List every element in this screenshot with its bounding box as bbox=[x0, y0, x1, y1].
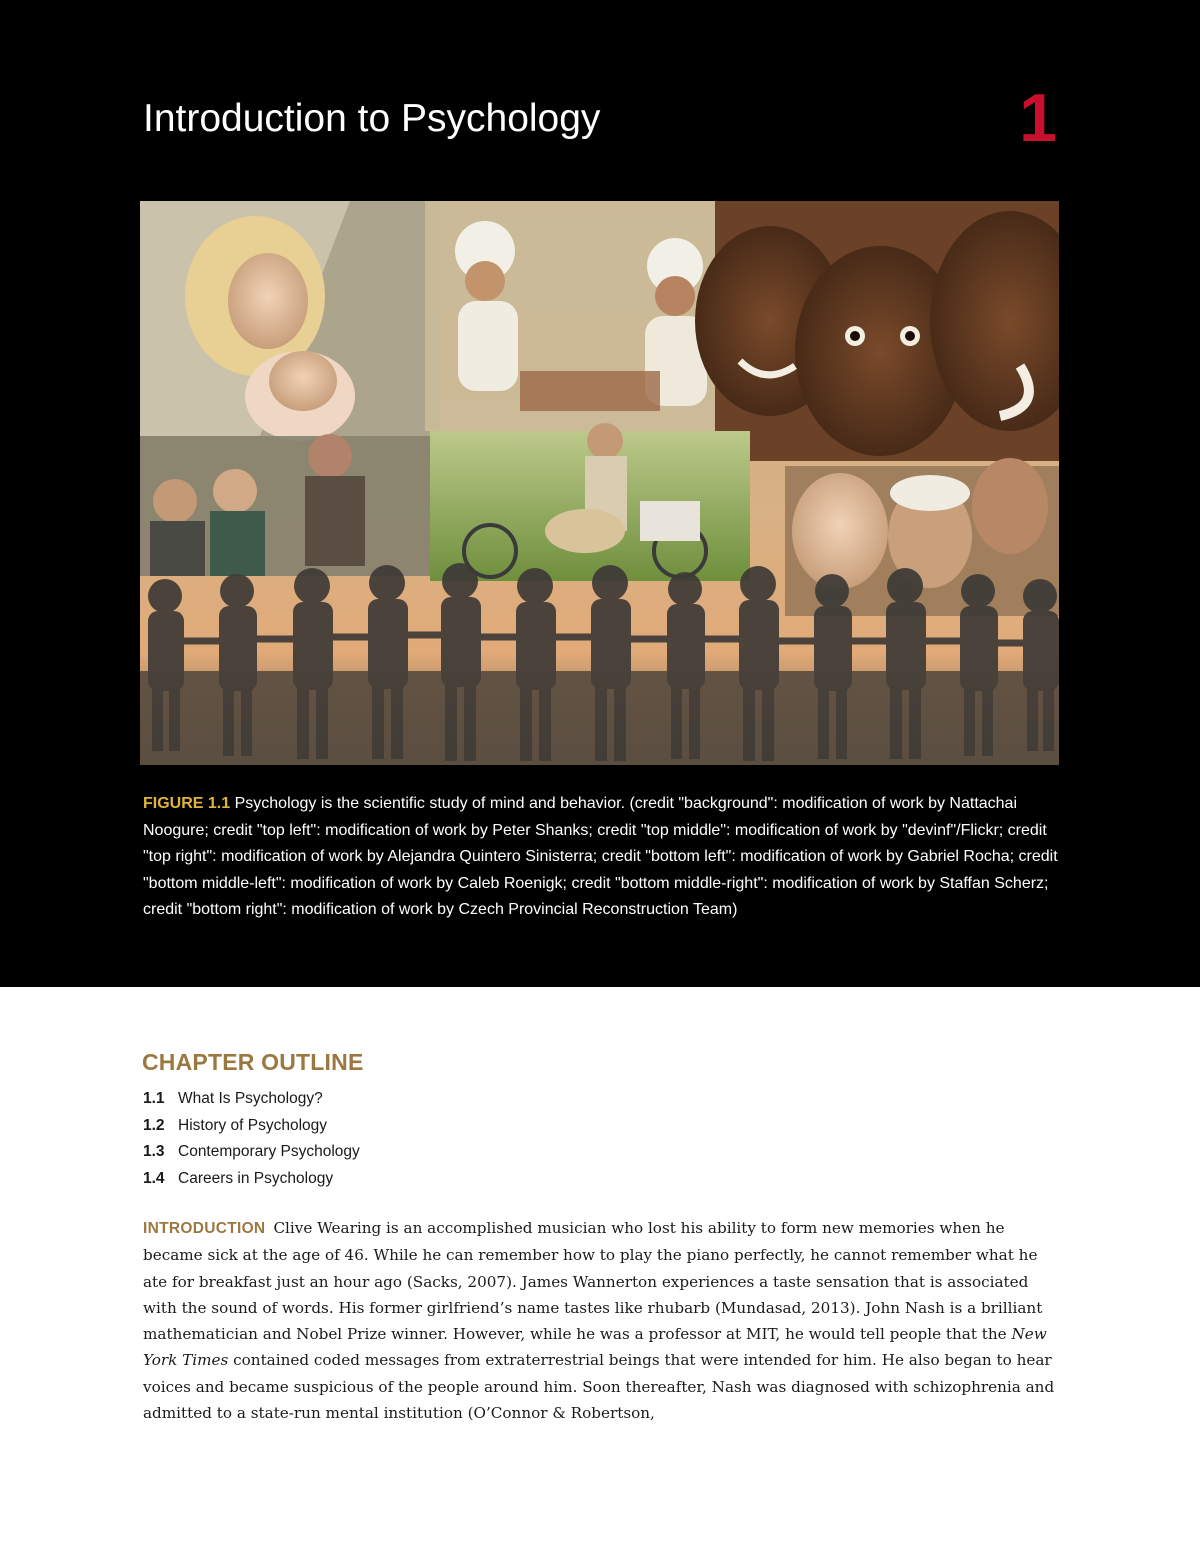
outline-item-label: Contemporary Psychology bbox=[178, 1143, 360, 1160]
figure-caption bbox=[143, 791, 1063, 924]
outline-item-label: Careers in Psychology bbox=[178, 1169, 334, 1187]
introduction-paragraph bbox=[143, 1215, 1063, 1426]
outline-item-number: 1.4 bbox=[143, 1169, 165, 1187]
outline-item-contemporary-psychology[interactable] bbox=[143, 1139, 360, 1166]
introduction-text-start: Clive Wearing is an accomplished musician who lost his ability to form new memories when he became sick at the age of 46. While he can remember how to play the piano perfectly, he cannot remember what he ate for breakfast just an hour ago (Sacks, 2007). James Wannerton experiences a taste sensation that is associated with the sound of words. His former girlfriend’s name tastes like rhubarb (Mundasad, 2013). John Nash is a brilliant mathematician and Nobel Prize winner. However, while he was a professor at MIT, he would tell people that the bbox=[143, 1219, 1043, 1344]
outline-item-careers-in-psychology[interactable] bbox=[143, 1166, 360, 1193]
photo-collage-image bbox=[140, 201, 1059, 765]
outline-item-number: 1.2 bbox=[143, 1116, 165, 1134]
figure-caption-text: Psychology is the scientific study of mind and behavior. (credit "background": modification of work by Nattachai Noogure; credit "top left": modification of work by Peter Shanks; credit "top middle": modification of work by "devinf"/Flickr; credit "top right": modification of work by Alejandra Quintero Sinisterra; credit "bottom left": modification of work by Gabriel Rocha; credit "bottom middle-left": modification of work by Caleb Roenigk; credit "bottom middle-right": modification of work by Staffan Scherz; credit "bottom right": modification of work by Czech Provincial Reconstruction Team) bbox=[143, 795, 1058, 918]
outline-item-label: What Is Psychology? bbox=[178, 1090, 323, 1107]
introduction-label: INTRODUCTION bbox=[143, 1220, 266, 1237]
introduction-emphasis: New York Times bbox=[143, 1325, 1047, 1370]
outline-item-number: 1.3 bbox=[143, 1143, 165, 1160]
outline-item-history-of-psychology[interactable] bbox=[143, 1113, 360, 1140]
figure-label: FIGURE 1.1 bbox=[143, 795, 231, 812]
outline-item-number: 1.1 bbox=[143, 1090, 165, 1107]
outline-item-what-is-psychology[interactable] bbox=[143, 1086, 360, 1113]
chapter-number: 1 bbox=[1019, 80, 1057, 156]
outline-item-label: History of Psychology bbox=[178, 1116, 328, 1134]
chapter-outline-heading: CHAPTER OUTLINE bbox=[142, 1049, 364, 1075]
chapter-title: Introduction to Psychology bbox=[143, 97, 601, 140]
chapter-outline-list bbox=[143, 1086, 360, 1192]
introduction-text-end: contained coded messages from extraterrestrial beings that were intended for him. He also began to hear voices and became suspicious of the people around him. Soon thereafter, Nash was diagnosed with schizophrenia and admitted to a state-run mental institution (O’Connor & Robertson, bbox=[143, 1351, 1055, 1423]
